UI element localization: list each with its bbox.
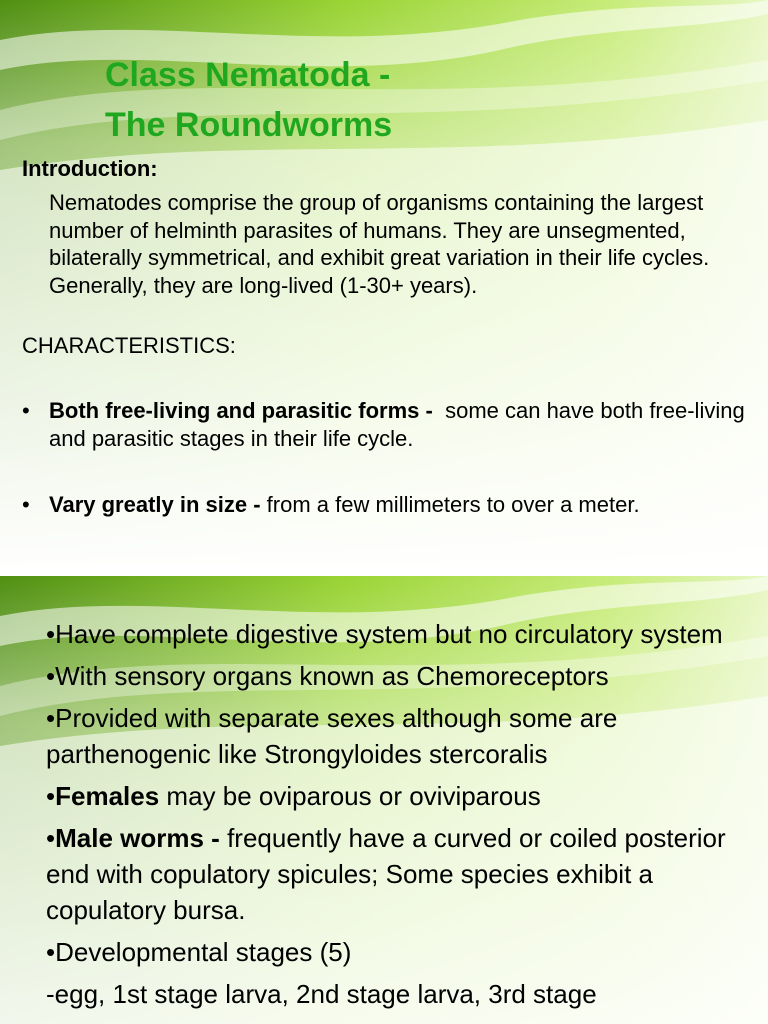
item-text: Have complete digestive system but no circulatory system [55, 619, 723, 649]
item-text: may be oviparous or oviviparous [166, 781, 541, 811]
bullet-body: some can have both free-living and parasitic stages in their life cycle. [49, 398, 745, 451]
introduction-heading: Introduction: [22, 156, 158, 181]
bullet-text [49, 397, 752, 453]
list-item [46, 616, 746, 652]
list-item [46, 934, 746, 970]
bullet-marker: • [46, 937, 56, 967]
item-term: Females [55, 781, 160, 811]
bullet-marker: • [46, 661, 56, 691]
list-item [46, 658, 746, 694]
list-item-continuation [46, 976, 746, 1012]
item-text: -egg, 1st stage larva, 2nd stage larva, 3rd stage [46, 979, 597, 1009]
characteristics-list [46, 616, 746, 1018]
item-text: With sensory organs known as Chemoreceptors [55, 661, 609, 691]
item-text: Provided with separate sexes although some are parthenogenic like Strongyloides stercoralis [46, 703, 618, 769]
introduction-text: Nematodes comprise the group of organisms containing the largest number of helminth parasites of humans. They are unsegmented, bilaterally symmetrical, and exhibit great variation in their life cycles. Generally, they are long-lived (1-30+ years). [49, 190, 710, 298]
bullet-marker: • [46, 781, 56, 811]
bullet-marker: • [46, 703, 56, 733]
bullet-body: from a few millimeters to over a meter. [266, 492, 640, 517]
characteristics-heading: CHARACTERISTICS: [22, 333, 236, 358]
item-term: Male worms - [55, 823, 220, 853]
item-text: frequently have a curved or coiled posterior end with copulatory spicules; Some species exhibit a copulatory bursa. [46, 823, 726, 925]
slide-title [105, 50, 392, 150]
item-text: Developmental stages (5) [55, 937, 352, 967]
bullet-text [49, 491, 752, 519]
bullet-free-living [22, 397, 752, 453]
bullet-marker: • [46, 823, 56, 853]
list-item [46, 778, 746, 814]
bullet-marker: • [46, 619, 56, 649]
bullet-marker: • [22, 398, 30, 423]
list-item [46, 820, 746, 928]
bullet-term: Both free-living and parasitic forms - [49, 398, 433, 423]
bullet-size [22, 491, 752, 519]
bullet-term: Vary greatly in size - [49, 492, 261, 517]
list-item [46, 700, 746, 772]
bullet-marker: • [22, 492, 30, 517]
title-line-2: The Roundworms [105, 106, 393, 144]
title-line-1: Class Nematoda - [105, 56, 391, 94]
